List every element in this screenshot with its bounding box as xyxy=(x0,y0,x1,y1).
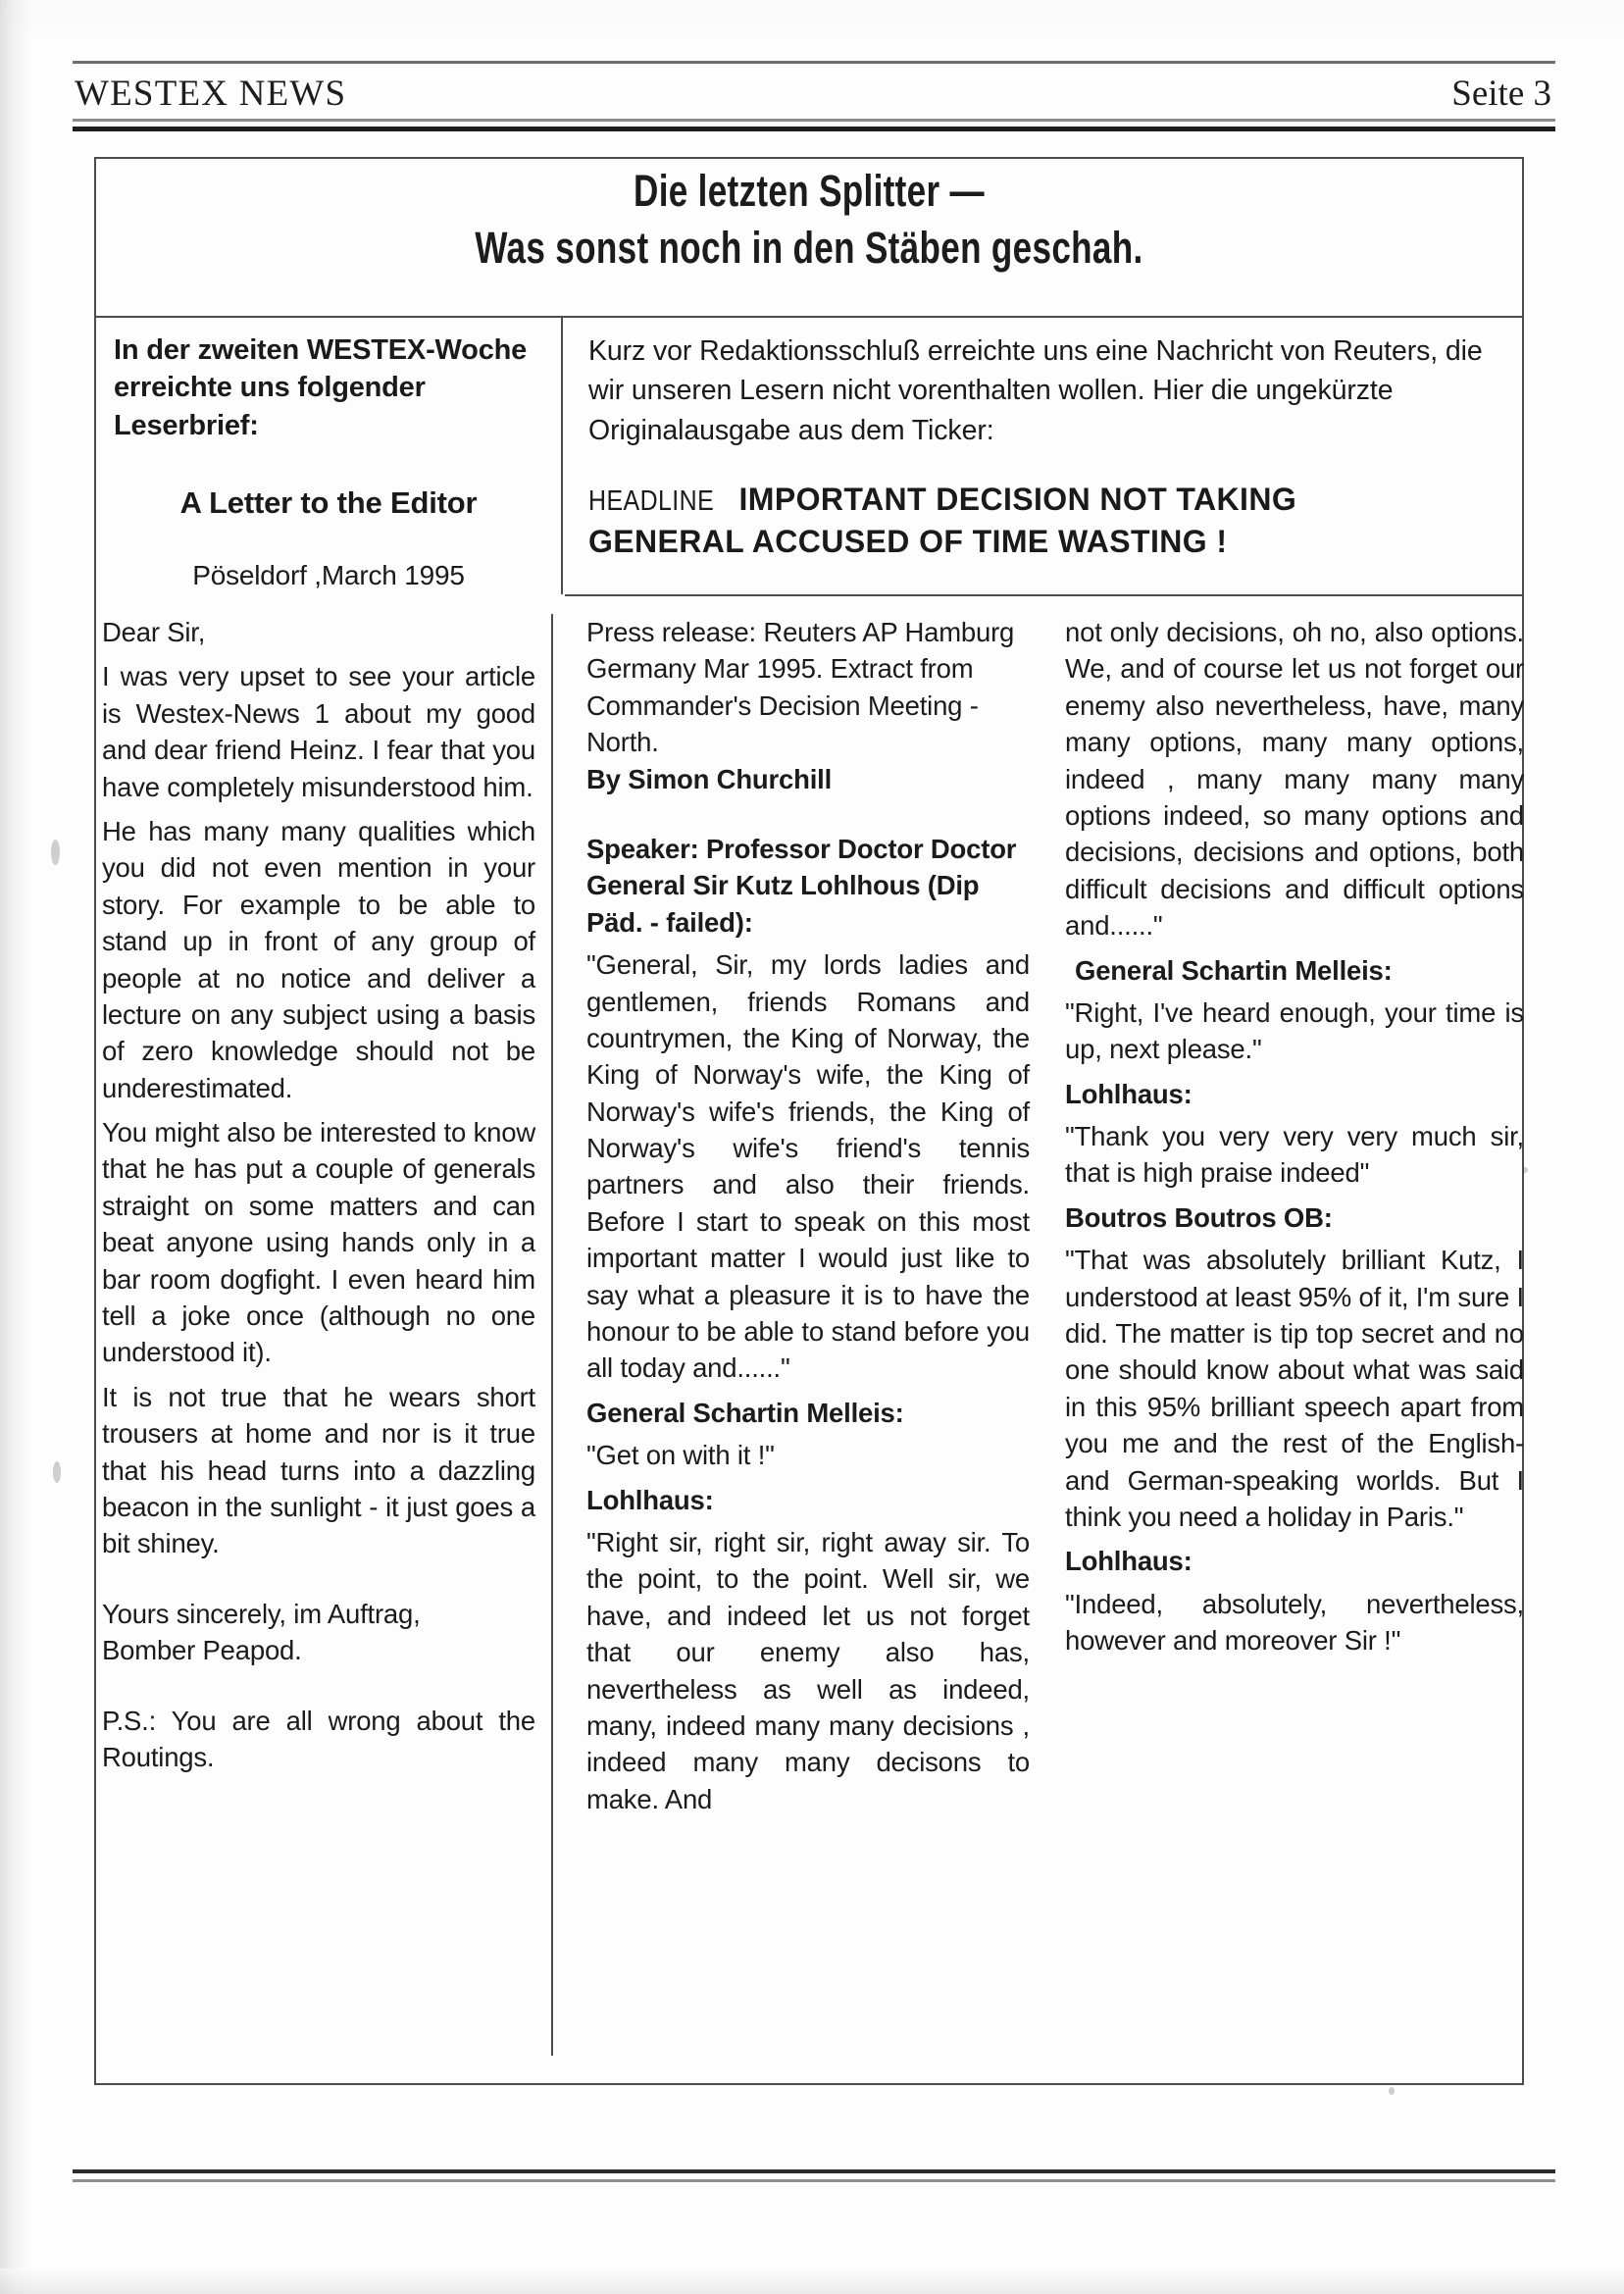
letter-paragraph: You might also be interested to know that he has put a couple of generals straight on some matters and can beat anyone using hands only in a bar room dogfight. I even heard him tell a joke once (although no one understood it). xyxy=(102,1117,535,1368)
column-press-release xyxy=(586,614,1030,2056)
headline-line-2: Was sonst noch in den Stäben geschah. xyxy=(475,222,1143,273)
speaker-quote: "Thank you very very very much sir, that is high praise indeed" xyxy=(1065,1121,1524,1189)
press-byline: By Simon Churchill xyxy=(586,763,833,794)
ticker-kicker-label: HEADLINE xyxy=(588,485,715,518)
scan-speckle xyxy=(53,1461,61,1483)
speaker-quote: "That was absolutely brilliant Kutz, I understood at least 95% of it, I'm sure I did. The matter is tip top secret and no one should know about what was said in this 95% brilliant speech apart from you me and the rest of the English- and German-speaking worlds. But I think you need a holiday in Paris." xyxy=(1065,1245,1524,1532)
speaker-label: Lohlhaus: xyxy=(586,1484,714,1515)
speaker-quote: "Get on with it !" xyxy=(586,1440,775,1471)
letter-postscript: P.S.: You are all wrong about the Routings. xyxy=(102,1705,535,1772)
intro-box-right xyxy=(565,318,1524,594)
ticker-headline xyxy=(588,480,1498,562)
speaker-label: Boutros Boutros OB: xyxy=(1065,1201,1333,1233)
reuters-note-text: Kurz vor Redaktionsschluß erreichte uns eine Nachricht von Reuters, die wir unseren Lesern nicht vorenthalten wollen. Hier die ungekürzte Originalausgabe aus dem Ticker: xyxy=(588,335,1483,446)
letter-paragraph: It is not true that he wears short trousers at home and nor is it true that his head turns into a dazzling beacon in the sunlight - it just goes a bit shiney. xyxy=(102,1381,535,1559)
footer-rule-bottom xyxy=(73,2179,1555,2182)
scan-edge-shadow xyxy=(0,0,33,2294)
letter-signoff-line-2: Bomber Peapod. xyxy=(102,1635,302,1666)
publication-title: WESTEX NEWS xyxy=(75,74,347,114)
scan-speckle xyxy=(51,840,60,865)
speaker-quote: "Right sir, right sir, right away sir. To the point, to the point. Well sir, we have, and indeed let us not forget that our enemy also has, nevertheless as well as indeed, many, indeed many many decisions , indeed many many decisons to make. And xyxy=(586,1526,1030,1814)
ticker-headline-line-1: IMPORTANT DECISION NOT TAKING xyxy=(738,482,1297,518)
headline-line-1: Die letzten Splitter — xyxy=(634,166,985,216)
speaker-quote: not only decisions, oh no, also options. We, and of course let us not forget our enemy also nevertheless, have, many many options, many many options, indeed , many many many many options indeed, so many options and decisions, decisions and options, both difficult decisions and difficult options and......" xyxy=(1065,617,1524,942)
speaker-label: Lohlhaus: xyxy=(1065,1546,1193,1577)
masthead-rule-mid xyxy=(73,119,1555,122)
speaker-label: General Schartin Melleis: xyxy=(1075,954,1393,986)
footer-rule-top xyxy=(73,2169,1555,2173)
speaker-label: Lohlhaus: xyxy=(1065,1078,1193,1109)
press-source-lines: Press release: Reuters AP Hamburg Germany Mar 1995. Extract from Commander's Decision Meeting - North. xyxy=(586,617,1015,758)
intro-lead-text: In der zweiten WESTEX-Woche erreichte uns folgender Leserbrief: xyxy=(114,334,528,441)
letter-title: A Letter to the Editor xyxy=(179,484,478,520)
speaker-quote: "General, Sir, my lords ladies and gentlemen, friends Romans and countrymen, the King of Norway, the King of Norway's wife, the King of Norway's wife's friends, the King of Norway's wife's friend's tennis partners and also their friends. Before I start to speak on this most important matter I would just like to say what a pleasure it is to have the honour to be able to stand before you all today and......" xyxy=(586,949,1030,1384)
intro-box-left xyxy=(96,318,563,594)
scan-edge-shadow-bottom xyxy=(0,2269,1624,2294)
page-number-label: Seite 3 xyxy=(1451,74,1551,114)
intro-divider xyxy=(565,594,1524,596)
article-headline xyxy=(98,163,1520,276)
letter-place-date: Pöseldorf ,March 1995 xyxy=(192,559,465,590)
speaker-label: General Schartin Melleis: xyxy=(586,1397,904,1428)
letter-paragraph: I was very upset to see your article is Westex-News 1 about my good and dear friend Heinz. I fear that you have completely misunderstood him. xyxy=(102,661,535,802)
masthead-rule-bottom xyxy=(73,127,1555,131)
speaker-label: Speaker: Professor Doctor Doctor General Sir Kutz Lohlhous (Dip Päd. - failed): xyxy=(586,833,1017,938)
ticker-headline-line-2: GENERAL ACCUSED OF TIME WASTING ! xyxy=(588,524,1228,560)
letter-paragraph: He has many many qualities which you did not even mention in your story. For example to be able to stand up in front of any group of people at no notice and deliver a lecture on any subject using a basis of zero knowledge should not be underestimated. xyxy=(102,815,535,1103)
speaker-quote: "Right, I've heard enough, your time is up, next please." xyxy=(1065,996,1524,1065)
column-press-release-continued xyxy=(1065,614,1524,2056)
masthead-rule-top xyxy=(73,61,1555,64)
footer-rules xyxy=(73,2169,1555,2185)
speaker-quote: "Indeed, absolutely, nevertheless, however and moreover Sir !" xyxy=(1065,1588,1524,1657)
letter-signoff-line-1: Yours sincerely, im Auftrag, xyxy=(102,1598,421,1629)
letter-salutation: Dear Sir, xyxy=(102,617,206,647)
scan-speckle xyxy=(1389,2087,1395,2095)
masthead xyxy=(73,61,1555,131)
column-letter xyxy=(102,614,553,2056)
